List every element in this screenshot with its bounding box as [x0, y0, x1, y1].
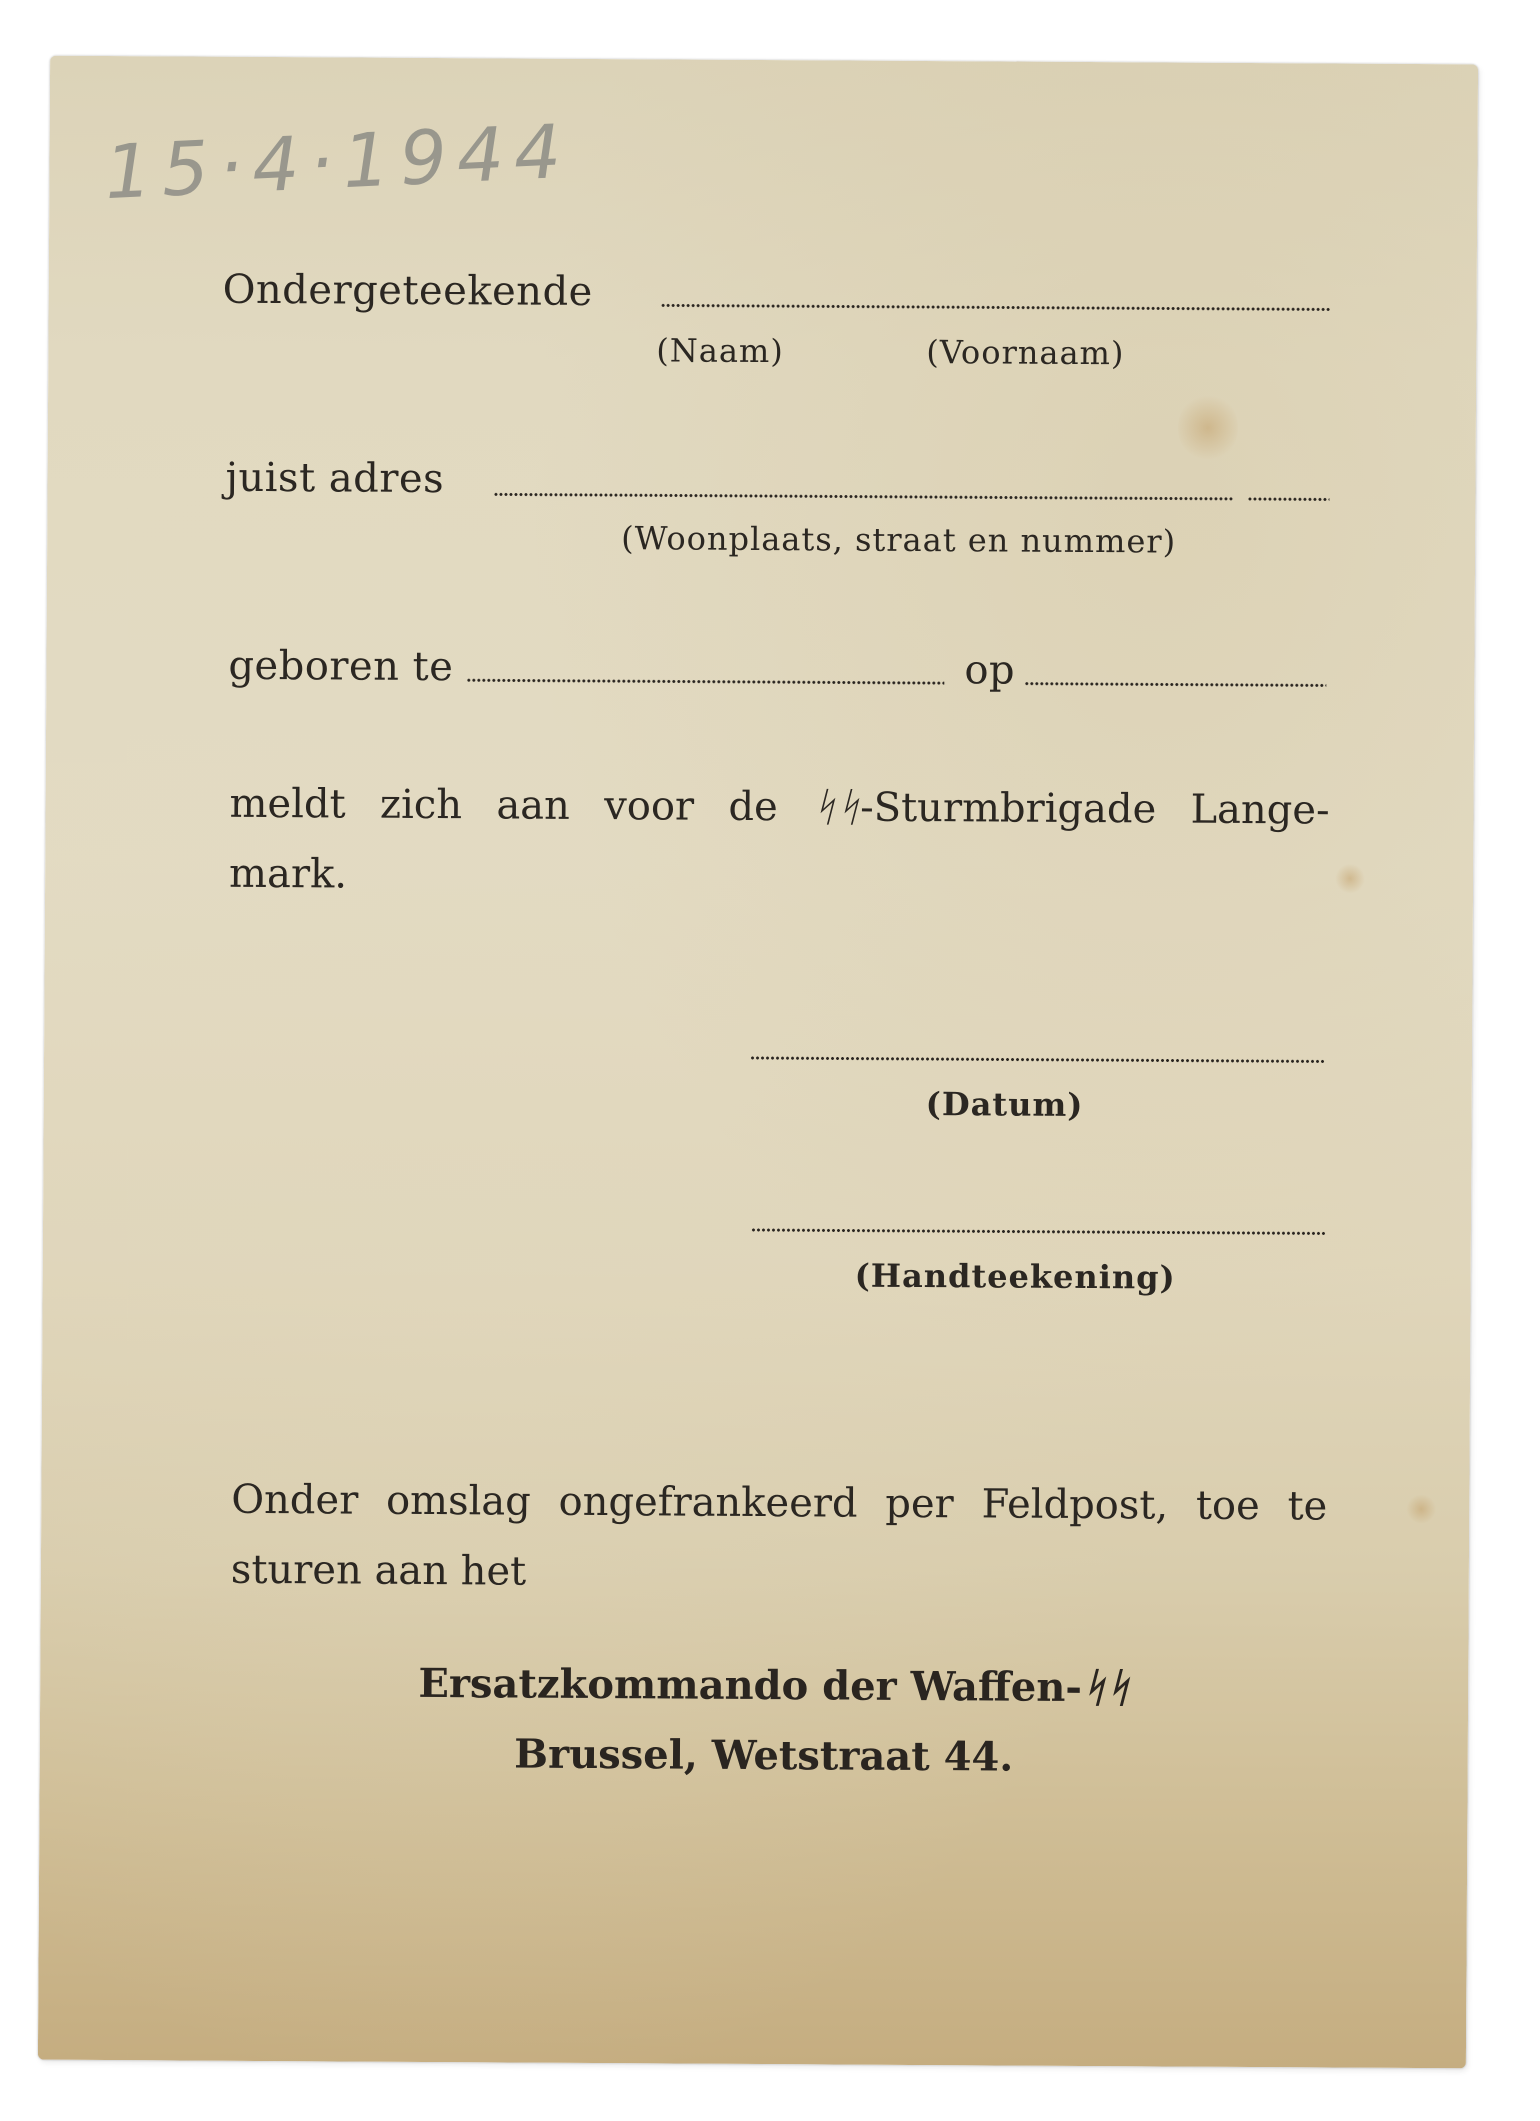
mailing-instructions-line-1: Onder omslag ongefrankeerd per Feldpost, toe te	[231, 1476, 1328, 1530]
handwritten-date: 15·4·1944	[102, 108, 573, 217]
date-sublabel: (Datum)	[925, 1085, 1084, 1124]
date-input-line[interactable]	[750, 1056, 1326, 1064]
paper-stain	[1178, 393, 1238, 463]
address-input-line-end[interactable]	[1247, 497, 1329, 502]
birthdate-label: op	[964, 647, 1016, 694]
address-sublabel: (Woonplaats, straat en nummer)	[621, 519, 1177, 561]
birthplace-input-line[interactable]	[466, 678, 944, 685]
birthdate-input-line[interactable]	[1024, 682, 1326, 688]
paper-stain	[1406, 1494, 1436, 1524]
ss-rune-icon: ᛋᛋ	[812, 784, 861, 831]
address-input-line[interactable]	[493, 492, 1233, 501]
firstname-sublabel: (Voornaam)	[926, 333, 1125, 373]
form-paper	[38, 56, 1478, 2069]
mailing-instructions-line-2: sturen aan het	[230, 1546, 527, 1595]
recipient-unit: Ersatzkommando der Waffen-	[418, 1659, 1083, 1711]
name-input-line[interactable]	[661, 303, 1331, 311]
address-label: juist adres	[225, 454, 445, 503]
surname-sublabel: (Naam)	[656, 331, 784, 371]
signature-input-line[interactable]	[751, 1228, 1325, 1236]
declaration-line-2: mark.	[228, 850, 348, 898]
ss-rune-icon: ᛋᛋ	[1081, 1664, 1131, 1712]
birthplace-label: geboren te	[228, 642, 454, 691]
recipient-line-1	[40, 1658, 1488, 1714]
declaration-suffix: -Sturmbrigade Lange-	[860, 784, 1330, 834]
declaration-prefix: meldt zich aan voor de	[229, 780, 778, 831]
paper-stain	[1335, 864, 1365, 894]
signature-sublabel: (Handteekening)	[854, 1256, 1176, 1297]
declaration-line-1	[229, 769, 1329, 846]
name-label: Ondergeteekende	[222, 266, 593, 315]
recipient-address: Brussel, Wetstraat 44.	[514, 1730, 1014, 1781]
